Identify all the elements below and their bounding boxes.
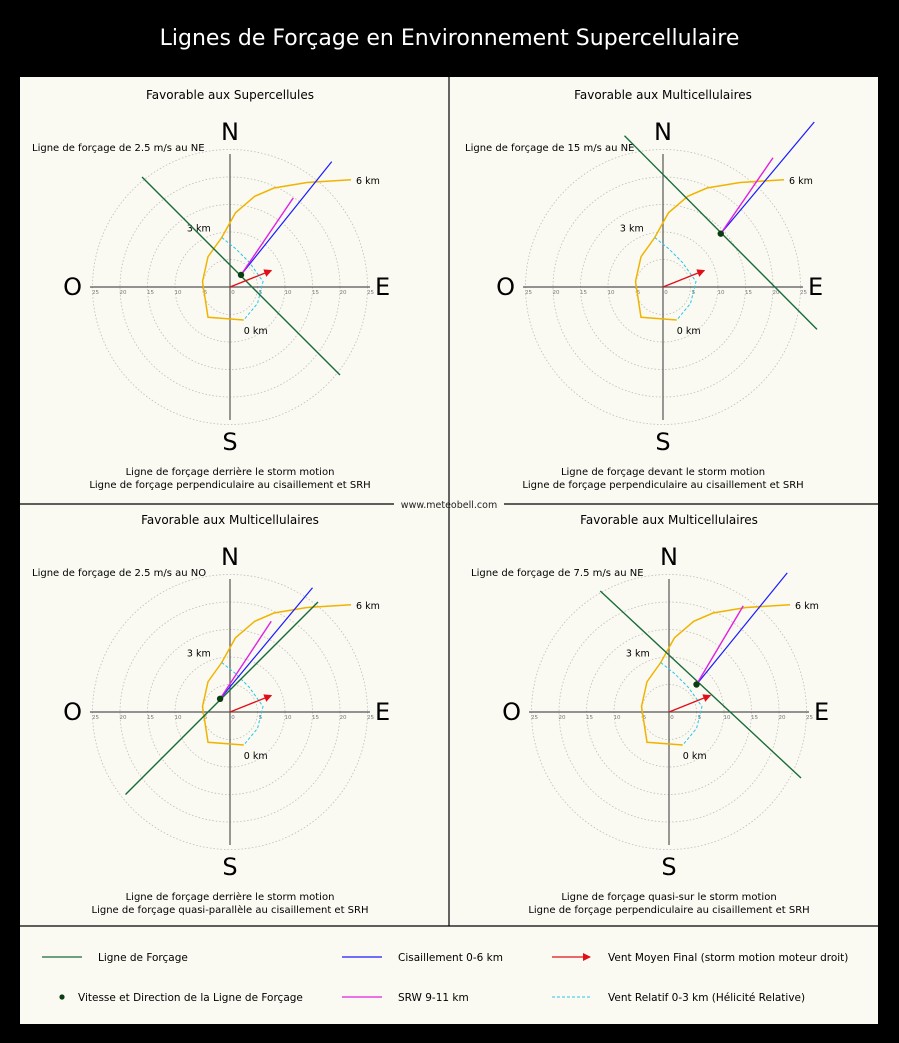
srw-line bbox=[241, 198, 293, 275]
axis-tick-label: 20 bbox=[552, 290, 560, 296]
cardinal-east: E bbox=[814, 698, 830, 726]
axis-tick-label: 5 bbox=[636, 290, 641, 296]
axis-tick-label: 25 bbox=[367, 290, 374, 296]
srw-line bbox=[220, 621, 271, 699]
cardinal-north: N bbox=[221, 118, 239, 146]
quadrant-heading: Favorable aux Supercellules bbox=[145, 88, 315, 102]
hodograph-label-bottom: 0 km bbox=[243, 326, 268, 337]
axis-tick-label: 20 bbox=[339, 715, 347, 721]
axis-tick-label: 20 bbox=[772, 290, 780, 296]
axis-tick-label: 15 bbox=[580, 290, 587, 296]
quadrant-3 bbox=[32, 513, 390, 916]
hodograph-label-bottom: 0 km bbox=[676, 326, 701, 337]
cardinal-west: O bbox=[63, 698, 82, 726]
caption-line-1: Ligne de forçage devant le storm motion bbox=[560, 467, 766, 478]
storm-motion-arrow bbox=[230, 271, 271, 288]
axis-tick-label: 15 bbox=[312, 290, 319, 296]
caption-line-2: Ligne de forçage perpendiculaire au cisaillement et SRH bbox=[522, 480, 804, 491]
hodograph-label-bottom: 0 km bbox=[682, 751, 707, 762]
axis-tick-label: 5 bbox=[642, 715, 647, 721]
cardinal-west: O bbox=[63, 273, 82, 301]
caption-line-2: Ligne de forçage quasi-parallèle au cisaillement et SRH bbox=[91, 905, 369, 916]
hodograph-label-top: 6 km bbox=[356, 175, 380, 187]
axis-tick-label: 20 bbox=[119, 715, 127, 721]
relative-wind-line bbox=[222, 238, 263, 321]
hodograph-line bbox=[203, 180, 352, 320]
axis-tick-label: 0 bbox=[231, 715, 235, 721]
axis-tick-label: 10 bbox=[174, 715, 182, 721]
quadrant-4 bbox=[471, 513, 829, 916]
storm-motion-arrow bbox=[663, 271, 704, 288]
srw-line bbox=[721, 158, 773, 234]
axis-tick-label: 15 bbox=[586, 715, 593, 721]
forcing-label: Ligne de forçage de 15 m/s au NE bbox=[465, 143, 635, 154]
axis-tick-label: 25 bbox=[531, 715, 538, 721]
axis-tick-label: 5 bbox=[697, 715, 702, 721]
quadrant-heading: Favorable aux Multicellulaires bbox=[574, 88, 752, 102]
shear-line bbox=[220, 588, 312, 699]
legend-label-relative_wind: Vent Relatif 0-3 km (Hélicité Relative) bbox=[608, 992, 806, 1004]
shear-line bbox=[697, 573, 788, 685]
hodograph-label-bottom: 0 km bbox=[243, 751, 268, 762]
hodograph-line bbox=[636, 180, 785, 320]
cardinal-south: S bbox=[222, 853, 238, 881]
forcing-speed-dot bbox=[718, 230, 724, 236]
relative-wind-line bbox=[222, 663, 263, 746]
axis-tick-label: 15 bbox=[751, 715, 758, 721]
cardinal-west: O bbox=[502, 698, 521, 726]
caption-line-1: Ligne de forçage quasi-sur le storm motion bbox=[561, 892, 777, 903]
axis-tick-label: 0 bbox=[670, 715, 674, 721]
caption-line-2: Ligne de forçage perpendiculaire au cisaillement et SRH bbox=[528, 905, 810, 916]
axis-tick-label: 25 bbox=[367, 715, 374, 721]
axis-tick-label: 10 bbox=[607, 290, 615, 296]
axis-tick-label: 5 bbox=[203, 290, 208, 296]
legend-label-dot: Vitesse et Direction de la Ligne de Forçage bbox=[78, 992, 303, 1004]
axis-tick-label: 10 bbox=[284, 715, 292, 721]
axis-tick-label: 25 bbox=[92, 290, 99, 296]
hodograph-label-top: 6 km bbox=[356, 600, 380, 612]
axis-tick-label: 20 bbox=[119, 290, 127, 296]
axis-tick-label: 15 bbox=[147, 715, 154, 721]
cardinal-south: S bbox=[222, 428, 238, 456]
quadrant-heading: Favorable aux Multicellulaires bbox=[141, 513, 319, 527]
axis-tick-label: 20 bbox=[558, 715, 566, 721]
axis-tick-label: 15 bbox=[745, 290, 752, 296]
axis-tick-label: 5 bbox=[258, 290, 263, 296]
hodograph-label-top: 6 km bbox=[795, 600, 819, 612]
axis-tick-label: 10 bbox=[174, 290, 182, 296]
cardinal-south: S bbox=[655, 428, 671, 456]
axis-tick-label: 20 bbox=[339, 290, 347, 296]
forcing-speed-dot bbox=[693, 681, 699, 687]
hodograph-label-mid: 3 km bbox=[619, 223, 644, 235]
forcing-lines-diagram bbox=[20, 77, 878, 1024]
axis-tick-label: 5 bbox=[258, 715, 263, 721]
cardinal-east: E bbox=[808, 273, 824, 301]
axis-tick-label: 15 bbox=[147, 290, 154, 296]
hodograph-line bbox=[203, 605, 352, 745]
storm-motion-arrow bbox=[230, 696, 271, 713]
axis-tick-label: 25 bbox=[806, 715, 813, 721]
quadrant-1 bbox=[32, 88, 390, 491]
axis-tick-label: 10 bbox=[284, 290, 292, 296]
axis-tick-label: 10 bbox=[723, 715, 731, 721]
hodograph-label-mid: 3 km bbox=[625, 648, 650, 660]
axis-tick-label: 0 bbox=[664, 290, 668, 296]
hodograph-label-mid: 3 km bbox=[186, 648, 211, 660]
cardinal-north: N bbox=[660, 543, 678, 571]
forcing-speed-dot bbox=[217, 696, 223, 702]
forcing-label: Ligne de forçage de 7.5 m/s au NE bbox=[471, 568, 644, 579]
cardinal-north: N bbox=[221, 543, 239, 571]
legend bbox=[42, 952, 848, 1004]
hodograph-label-top: 6 km bbox=[789, 175, 813, 187]
axis-tick-label: 0 bbox=[231, 290, 235, 296]
legend-label-shear: Cisaillement 0-6 km bbox=[398, 952, 503, 964]
caption-line-2: Ligne de forçage perpendiculaire au cisaillement et SRH bbox=[89, 480, 371, 491]
legend-swatch-dot bbox=[59, 994, 64, 999]
cardinal-east: E bbox=[375, 698, 391, 726]
diagram-panel bbox=[20, 77, 878, 1024]
cardinal-south: S bbox=[661, 853, 677, 881]
shear-line bbox=[241, 162, 332, 275]
caption-line-1: Ligne de forçage derrière le storm motion bbox=[125, 892, 335, 903]
cardinal-east: E bbox=[375, 273, 391, 301]
legend-label-forcing: Ligne de Forçage bbox=[98, 952, 188, 964]
cardinal-west: O bbox=[496, 273, 515, 301]
legend-label-storm_motion: Vent Moyen Final (storm motion moteur droit) bbox=[608, 952, 849, 964]
forcing-label: Ligne de forçage de 2.5 m/s au NO bbox=[32, 568, 207, 579]
axis-tick-label: 10 bbox=[613, 715, 621, 721]
relative-wind-line bbox=[655, 238, 696, 321]
page-title: Lignes de Forçage en Environnement Supercellulaire bbox=[159, 26, 740, 51]
axis-tick-label: 5 bbox=[691, 290, 696, 296]
axis-tick-label: 25 bbox=[525, 290, 532, 296]
caption-line-1: Ligne de forçage derrière le storm motion bbox=[125, 467, 335, 478]
axis-tick-label: 15 bbox=[312, 715, 319, 721]
forcing-speed-dot bbox=[238, 272, 244, 278]
storm-motion-arrow bbox=[669, 696, 710, 713]
cardinal-north: N bbox=[654, 118, 672, 146]
axis-tick-label: 10 bbox=[717, 290, 725, 296]
watermark: www.meteobell.com bbox=[400, 500, 498, 511]
quadrant-heading: Favorable aux Multicellulaires bbox=[580, 513, 758, 527]
axis-tick-label: 25 bbox=[800, 290, 807, 296]
legend-label-srw: SRW 9-11 km bbox=[398, 992, 469, 1004]
hodograph-label-mid: 3 km bbox=[186, 223, 211, 235]
relative-wind-line bbox=[661, 663, 702, 746]
forcing-label: Ligne de forçage de 2.5 m/s au NE bbox=[32, 143, 205, 154]
axis-tick-label: 20 bbox=[778, 715, 786, 721]
axis-tick-label: 25 bbox=[92, 715, 99, 721]
axis-tick-label: 5 bbox=[203, 715, 208, 721]
hodograph-line bbox=[642, 605, 791, 745]
quadrant-2 bbox=[465, 88, 823, 491]
